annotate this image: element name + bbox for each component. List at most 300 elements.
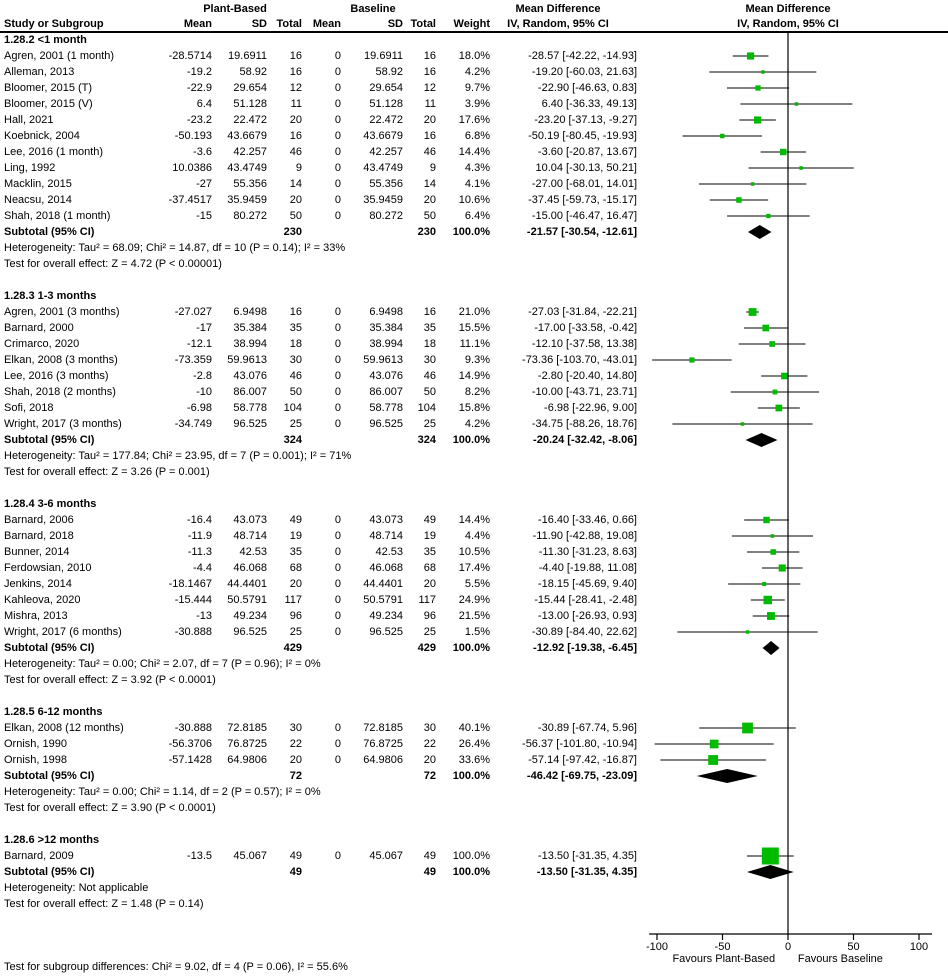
pb-total: 12 <box>289 82 302 94</box>
pb-mean: -11.3 <box>187 546 212 558</box>
study-name: Agren, 2001 (1 month) <box>4 50 115 62</box>
weight: 3.9% <box>464 98 490 110</box>
pb-mean: -73.359 <box>174 354 212 366</box>
pb-sd: 43.6679 <box>227 130 267 142</box>
pb-total: 104 <box>283 402 302 414</box>
bl-total: 20 <box>423 754 436 766</box>
bl-mean: 0 <box>334 130 341 142</box>
pb-mean: -22.9 <box>186 82 212 94</box>
pb-total: 30 <box>289 354 302 366</box>
pb-mean: -16.4 <box>186 514 212 526</box>
overall-effect-note: Test for overall effect: Z = 3.92 (P < 0.0001) <box>4 674 216 686</box>
pb-mean: -4.4 <box>193 562 212 574</box>
weight: 21.0% <box>458 306 490 318</box>
study-name: Ling, 1992 <box>4 162 56 174</box>
study-name: Wright, 2017 (3 months) <box>4 418 122 430</box>
pb-sd: 35.384 <box>233 322 267 334</box>
weight: 8.2% <box>464 386 490 398</box>
pb-mean: -15.444 <box>174 594 212 606</box>
column-header-study: Study or Subgroup <box>4 18 104 30</box>
ci-text: -12.10 [-37.58, 13.38] <box>531 338 637 350</box>
overall-effect-note-row <box>0 464 948 480</box>
pb-mean: -28.5714 <box>168 50 212 62</box>
bl-mean: 0 <box>334 370 341 382</box>
study-name: Kahleova, 2020 <box>4 594 81 606</box>
bl-total: 16 <box>423 130 436 142</box>
pb-total: 68 <box>289 562 302 574</box>
pb-mean: -2.8 <box>193 370 212 382</box>
subgroup-heading: 1.28.6 >12 months <box>4 834 100 846</box>
ci-text: -15.00 [-46.47, 16.47] <box>531 210 637 222</box>
pb-mean: -11.9 <box>187 530 212 542</box>
subtotal-row <box>0 640 948 656</box>
bl-total: 12 <box>423 82 436 94</box>
subtotal-ci-text: -13.50 [-31.35, 4.35] <box>536 866 637 878</box>
weight: 4.1% <box>464 178 490 190</box>
bl-sd: 49.234 <box>369 610 403 622</box>
pb-sd: 43.073 <box>233 514 267 526</box>
ci-text: -13.00 [-26.93, 0.93] <box>537 610 637 622</box>
subgroup-heading-row <box>0 288 948 304</box>
bl-sd: 96.525 <box>369 418 403 430</box>
pb-mean: -23.2 <box>186 114 212 126</box>
bl-sd: 42.53 <box>375 546 403 558</box>
bl-mean: 0 <box>334 50 341 62</box>
study-name: Macklin, 2015 <box>4 178 72 190</box>
subtotal-row <box>0 768 948 784</box>
bl-mean: 0 <box>334 738 341 750</box>
study-row <box>0 576 948 592</box>
study-row <box>0 320 948 336</box>
pb-total: 96 <box>289 610 302 622</box>
subtotal-bl-total: 429 <box>417 642 436 654</box>
bl-sd: 51.128 <box>369 98 403 110</box>
weight: 15.5% <box>458 322 490 334</box>
x-axis-tick-label: 50 <box>847 941 860 953</box>
bl-total: 49 <box>423 514 436 526</box>
ci-text: -56.37 [-101.80, -10.94] <box>522 738 637 750</box>
ci-text: -27.03 [-31.84, -22.21] <box>528 306 637 318</box>
bl-mean: 0 <box>334 562 341 574</box>
bl-sd: 96.525 <box>369 626 403 638</box>
bl-total: 14 <box>423 178 436 190</box>
pb-sd: 58.778 <box>233 402 267 414</box>
bl-sd: 43.6679 <box>363 130 403 142</box>
weight: 14.4% <box>458 146 490 158</box>
ci-text: -4.40 [-19.88, 11.08] <box>538 562 637 574</box>
pb-total: 20 <box>289 194 302 206</box>
subtotal-ci-text: -20.24 [-32.42, -8.06] <box>533 434 637 446</box>
pb-total: 49 <box>289 514 302 526</box>
bl-sd: 80.272 <box>369 210 403 222</box>
study-row <box>0 128 948 144</box>
overall-effect-note: Test for overall effect: Z = 1.48 (P = 0.14) <box>4 898 204 910</box>
bl-mean: 0 <box>334 578 341 590</box>
weight: 6.8% <box>464 130 490 142</box>
pb-sd: 6.9498 <box>233 306 267 318</box>
study-name: Shah, 2018 (1 month) <box>4 210 111 222</box>
ci-text: -30.89 [-67.74, 5.96] <box>537 722 637 734</box>
subgroup-heading: 1.28.5 6-12 months <box>4 706 103 718</box>
column-header-pb-total: Total <box>276 18 302 30</box>
study-name: Agren, 2001 (3 months) <box>4 306 120 318</box>
bl-mean: 0 <box>334 178 341 190</box>
heterogeneity-note: Heterogeneity: Tau² = 177.84; Chi² = 23.95, df = 7 (P = 0.001); I² = 71% <box>4 450 352 462</box>
ci-text: -57.14 [-97.42, -16.87] <box>528 754 637 766</box>
pb-sd: 42.53 <box>239 546 267 558</box>
study-name: Crimarco, 2020 <box>4 338 80 350</box>
subtotal-row <box>0 864 948 880</box>
subtotal-ci-text: -21.57 [-30.54, -12.61] <box>526 226 637 238</box>
ci-text: -13.50 [-31.35, 4.35] <box>537 850 637 862</box>
subgroup-heading-row <box>0 832 948 848</box>
column-group-plant-based: Plant-Based <box>203 3 267 15</box>
study-row <box>0 736 948 752</box>
pb-sd: 72.8185 <box>227 722 267 734</box>
pb-total: 14 <box>289 178 302 190</box>
subtotal-label: Subtotal (95% CI) <box>4 770 95 782</box>
study-name: Bloomer, 2015 (V) <box>4 98 93 110</box>
ci-text: 10.04 [-30.13, 50.21] <box>535 162 637 174</box>
bl-sd: 50.5791 <box>363 594 403 606</box>
pb-mean: -37.4517 <box>168 194 212 206</box>
heterogeneity-note-row <box>0 656 948 672</box>
study-row <box>0 96 948 112</box>
weight: 4.2% <box>464 418 490 430</box>
pb-sd: 35.9459 <box>227 194 267 206</box>
pb-mean: -19.2 <box>186 66 212 78</box>
subtotal-row <box>0 432 948 448</box>
bl-mean: 0 <box>334 354 341 366</box>
pb-sd: 19.6911 <box>228 50 267 62</box>
subtotal-label: Subtotal (95% CI) <box>4 642 95 654</box>
study-name: Wright, 2017 (6 months) <box>4 626 122 638</box>
subgroup-heading-row <box>0 704 948 720</box>
heterogeneity-note-row <box>0 880 948 896</box>
pb-total: 46 <box>289 146 302 158</box>
pb-total: 19 <box>289 530 302 542</box>
pb-mean: -12.1 <box>186 338 212 350</box>
bl-total: 16 <box>423 66 436 78</box>
study-row <box>0 80 948 96</box>
subtotal-bl-total: 72 <box>423 770 436 782</box>
ci-text: -23.20 [-37.13, -9.27] <box>534 114 637 126</box>
heterogeneity-note: Heterogeneity: Tau² = 0.00; Chi² = 1.14, df = 2 (P = 0.57); I² = 0% <box>4 786 321 798</box>
column-header-bl-sd: SD <box>387 18 403 30</box>
subgroup-heading: 1.28.2 <1 month <box>4 34 87 46</box>
weight: 14.4% <box>458 514 490 526</box>
subtotal-ci-text: -12.92 [-19.38, -6.45] <box>533 642 637 654</box>
pb-mean: -13 <box>196 610 212 622</box>
study-row <box>0 112 948 128</box>
heterogeneity-note-row <box>0 240 948 256</box>
ci-text: -34.75 [-88.26, 18.76] <box>531 418 637 430</box>
bl-mean: 0 <box>334 146 341 158</box>
weight: 33.6% <box>458 754 490 766</box>
bl-sd: 46.068 <box>369 562 403 574</box>
subtotal-weight: 100.0% <box>452 642 490 654</box>
study-name: Alleman, 2013 <box>4 66 75 78</box>
pb-total: 49 <box>289 850 302 862</box>
ci-text: 6.40 [-36.33, 49.13] <box>541 98 637 110</box>
ci-text: -28.57 [-42.22, -14.93] <box>528 50 637 62</box>
weight: 40.1% <box>458 722 490 734</box>
pb-mean: -3.6 <box>193 146 212 158</box>
study-row <box>0 528 948 544</box>
bl-mean: 0 <box>334 850 341 862</box>
study-row <box>0 384 948 400</box>
plot-header-mean-difference: Mean Difference <box>745 3 831 15</box>
study-name: Lee, 2016 (1 month) <box>4 146 104 158</box>
column-header-bl-mean: Mean <box>312 18 341 30</box>
heterogeneity-note: Heterogeneity: Not applicable <box>4 882 149 894</box>
study-row <box>0 336 948 352</box>
study-name: Elkan, 2008 (3 months) <box>4 354 118 366</box>
pb-mean: 10.0386 <box>172 162 212 174</box>
pb-sd: 42.257 <box>233 146 267 158</box>
bl-sd: 35.9459 <box>363 194 403 206</box>
ci-text: -2.80 [-20.40, 14.80] <box>537 370 637 382</box>
study-row <box>0 544 948 560</box>
subtotal-label: Subtotal (95% CI) <box>4 226 95 238</box>
subtotal-pb-total: 324 <box>283 434 302 446</box>
ci-text: -19.20 [-60.03, 21.63] <box>531 66 637 78</box>
ci-text: -37.45 [-59.73, -15.17] <box>528 194 637 206</box>
bl-sd: 58.778 <box>369 402 403 414</box>
subtotal-weight: 100.0% <box>452 226 490 238</box>
favours-right-label: Favours Baseline <box>797 953 883 965</box>
study-name: Sofi, 2018 <box>4 402 54 414</box>
pb-sd: 43.4749 <box>227 162 267 174</box>
bl-total: 30 <box>423 722 436 734</box>
study-row <box>0 176 948 192</box>
bl-mean: 0 <box>334 98 341 110</box>
bl-mean: 0 <box>334 82 341 94</box>
bl-sd: 48.714 <box>369 530 403 542</box>
study-row <box>0 512 948 528</box>
x-axis-tick-label: -50 <box>714 941 731 953</box>
pb-total: 50 <box>289 210 302 222</box>
subtotal-weight: 100.0% <box>452 770 490 782</box>
heterogeneity-note-row <box>0 784 948 800</box>
study-name: Jenkins, 2014 <box>4 578 72 590</box>
bl-total: 96 <box>423 610 436 622</box>
ci-text: -16.40 [-33.46, 0.66] <box>537 514 637 526</box>
study-name: Ornish, 1998 <box>4 754 67 766</box>
subtotal-ci-text: -46.42 [-69.75, -23.09] <box>526 770 637 782</box>
pb-total: 11 <box>290 98 302 110</box>
bl-mean: 0 <box>334 386 341 398</box>
weight: 4.2% <box>464 66 490 78</box>
study-row <box>0 720 948 736</box>
bl-total: 49 <box>423 850 436 862</box>
column-header-pb-sd: SD <box>251 18 267 30</box>
bl-sd: 35.384 <box>369 322 403 334</box>
ci-text: -17.00 [-33.58, -0.42] <box>534 322 637 334</box>
study-row <box>0 624 948 640</box>
bl-total: 20 <box>423 114 436 126</box>
bl-mean: 0 <box>334 338 341 350</box>
bl-total: 20 <box>423 194 436 206</box>
study-name: Barnard, 2009 <box>4 850 74 862</box>
column-header-pb-mean: Mean <box>183 18 212 30</box>
bl-mean: 0 <box>334 306 341 318</box>
bl-sd: 58.92 <box>375 66 403 78</box>
bl-mean: 0 <box>334 594 341 606</box>
study-name: Elkan, 2008 (12 months) <box>4 722 124 734</box>
bl-sd: 43.073 <box>369 514 403 526</box>
bl-total: 16 <box>423 306 436 318</box>
weight: 9.3% <box>464 354 490 366</box>
pb-sd: 49.234 <box>233 610 267 622</box>
bl-total: 9 <box>429 162 436 174</box>
pb-sd: 80.272 <box>233 210 267 222</box>
column-header-ci-method: IV, Random, 95% CI <box>507 18 609 30</box>
study-row <box>0 160 948 176</box>
study-row <box>0 144 948 160</box>
bl-mean: 0 <box>334 194 341 206</box>
ci-text: -27.00 [-68.01, 14.01] <box>531 178 637 190</box>
bl-mean: 0 <box>334 402 341 414</box>
ci-text: -10.00 [-43.71, 23.71] <box>531 386 637 398</box>
bl-total: 68 <box>423 562 436 574</box>
bl-total: 46 <box>423 146 436 158</box>
pb-total: 35 <box>289 546 302 558</box>
pb-total: 20 <box>289 114 302 126</box>
bl-total: 104 <box>417 402 436 414</box>
favours-left-label: Favours Plant-Based <box>672 953 776 965</box>
pb-total: 25 <box>289 626 302 638</box>
pb-mean: -57.1428 <box>168 754 212 766</box>
study-row <box>0 608 948 624</box>
subtotal-pb-total: 49 <box>289 866 302 878</box>
weight: 100.0% <box>452 850 490 862</box>
study-name: Ferdowsian, 2010 <box>4 562 92 574</box>
bl-total: 35 <box>423 322 436 334</box>
pb-sd: 38.994 <box>233 338 267 350</box>
bl-sd: 86.007 <box>369 386 403 398</box>
subtotal-pb-total: 72 <box>289 770 302 782</box>
pb-sd: 48.714 <box>233 530 267 542</box>
subgroup-heading-row <box>0 32 948 48</box>
study-name: Bunner, 2014 <box>4 546 70 558</box>
weight: 9.7% <box>464 82 490 94</box>
overall-effect-note-row <box>0 256 948 272</box>
weight: 11.1% <box>459 338 490 350</box>
pb-total: 9 <box>295 162 302 174</box>
study-row <box>0 208 948 224</box>
study-name: Shah, 2018 (2 months) <box>4 386 116 398</box>
bl-sd: 44.4401 <box>363 578 403 590</box>
pb-total: 117 <box>284 594 302 606</box>
overall-effect-note: Test for overall effect: Z = 3.90 (P < 0.0001) <box>4 802 216 814</box>
pb-total: 25 <box>289 418 302 430</box>
weight: 17.4% <box>458 562 490 574</box>
bl-sd: 43.4749 <box>363 162 403 174</box>
study-name: Koebnick, 2004 <box>4 130 80 142</box>
ci-text: -6.98 [-22.96, 9.00] <box>544 402 637 414</box>
study-row <box>0 752 948 768</box>
pb-mean: -30.888 <box>174 722 212 734</box>
weight: 26.4% <box>458 738 490 750</box>
column-header-mean-difference: Mean Difference <box>515 3 601 15</box>
study-name: Barnard, 2006 <box>4 514 74 526</box>
overall-effect-note-row <box>0 800 948 816</box>
subtotal-label: Subtotal (95% CI) <box>4 434 95 446</box>
pb-mean: -6.98 <box>186 402 212 414</box>
subtotal-row <box>0 224 948 240</box>
bl-sd: 45.067 <box>369 850 403 862</box>
pb-sd: 22.472 <box>233 114 267 126</box>
bl-total: 19 <box>423 530 436 542</box>
pb-total: 50 <box>289 386 302 398</box>
ci-text: -11.90 [-42.88, 19.08] <box>532 530 637 542</box>
pb-total: 46 <box>289 370 302 382</box>
pb-total: 22 <box>289 738 302 750</box>
weight: 6.4% <box>464 210 490 222</box>
pb-mean: -13.5 <box>186 850 212 862</box>
overall-effect-note: Test for overall effect: Z = 4.72 (P < 0.00001) <box>4 258 222 270</box>
ci-text: -11.30 [-31.23, 8.63] <box>538 546 637 558</box>
bl-total: 117 <box>418 594 436 606</box>
weight: 21.5% <box>458 610 490 622</box>
column-group-baseline: Baseline <box>350 3 396 15</box>
weight: 1.5% <box>464 626 490 638</box>
ci-text: -50.19 [-80.45, -19.93] <box>528 130 637 142</box>
pb-sd: 86.007 <box>233 386 267 398</box>
weight: 18.0% <box>458 50 490 62</box>
pb-total: 16 <box>289 50 302 62</box>
bl-mean: 0 <box>334 626 341 638</box>
pb-sd: 64.9806 <box>227 754 267 766</box>
bl-sd: 19.6911 <box>364 50 403 62</box>
pb-mean: -30.888 <box>174 626 212 638</box>
weight: 4.4% <box>464 530 490 542</box>
study-name: Mishra, 2013 <box>4 610 68 622</box>
bl-sd: 29.654 <box>369 82 403 94</box>
bl-mean: 0 <box>334 530 341 542</box>
weight: 10.6% <box>458 194 490 206</box>
bl-sd: 55.356 <box>369 178 403 190</box>
bl-total: 30 <box>423 354 436 366</box>
bl-mean: 0 <box>334 514 341 526</box>
pb-mean: -34.749 <box>174 418 212 430</box>
study-row <box>0 352 948 368</box>
bl-mean: 0 <box>334 322 341 334</box>
x-axis-tick-label: 100 <box>909 941 929 953</box>
pb-total: 16 <box>289 66 302 78</box>
study-name: Barnard, 2018 <box>4 530 74 542</box>
pb-sd: 96.525 <box>233 626 267 638</box>
ci-text: -22.90 [-46.63, 0.83] <box>537 82 637 94</box>
overall-effect-note: Test for overall effect: Z = 3.26 (P = 0.001) <box>4 466 210 478</box>
subtotal-pb-total: 230 <box>283 226 302 238</box>
bl-total: 46 <box>423 370 436 382</box>
study-row <box>0 592 948 608</box>
ci-text: -15.44 [-28.41, -2.48] <box>534 594 637 606</box>
pb-sd: 58.92 <box>239 66 267 78</box>
study-row <box>0 368 948 384</box>
weight: 15.8% <box>458 402 490 414</box>
pb-mean: -27 <box>196 178 212 190</box>
subtotal-bl-total: 324 <box>417 434 436 446</box>
bl-total: 20 <box>423 578 436 590</box>
overall-effect-note-row <box>0 896 948 912</box>
pb-sd: 29.654 <box>233 82 267 94</box>
subtotal-pb-total: 429 <box>283 642 302 654</box>
ci-text: -18.15 [-45.69, 9.40] <box>537 578 637 590</box>
subtotal-bl-total: 49 <box>423 866 436 878</box>
